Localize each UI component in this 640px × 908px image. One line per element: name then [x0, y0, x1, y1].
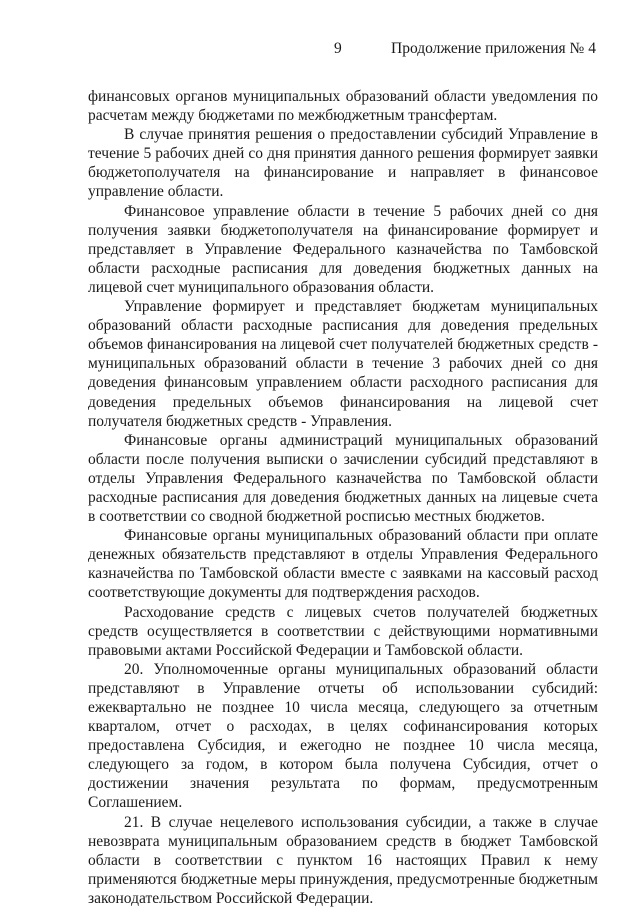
document-body — [88, 87, 598, 908]
paragraph: Финансовые органы администраций муниципальных образований области после получения выписки о зачислении субсидий представляют в отделы Управления Федерального казначейства по Тамбовской области расходные расписания для доведения бюджетных данных на лицевые счета в соответствии со сводной бюджетной росписью местных бюджетов. — [88, 431, 598, 526]
page-header — [0, 40, 640, 64]
paragraph-continuation: финансовых органов муниципальных образований области уведомления по расчетам между бюджетами по межбюджетным трансфертам. — [88, 88, 598, 125]
paragraph: Расходование средств с лицевых счетов получателей бюджетных средств осуществляется в соответствии с действующими нормативными правовыми актами Российской Федерации и Тамбовской области. — [88, 603, 598, 659]
page-number: 9 — [334, 40, 342, 57]
paragraph: Управление формирует и представляет бюджетам муниципальных образований области расходные расписания для доведения предельных объемов финансирования на лицевой счет получателей бюджетных средств - муниципальных образований области в течение 3 рабочих дней со дня доведения финансовым управлением области расходного расписания для доведения предельных объемов финансирования на лицевой счет получателя бюджетных средств - Управления. — [88, 298, 598, 430]
clause-20: 20. Уполномоченные органы муниципальных образований области представляют в Управление отчеты об использовании субсидий: ежеквартально не позднее 10 числа месяца, следующего за отчетным кварталом, отчет о расходах, в целях софинансирования которых предоставлена Субсидия, и ежегодно не позднее 10 числа месяца, следующего за годом, в котором была получена Субсидия, отчет о достижении значения результата по формам, предусмотренным Соглашением. — [88, 660, 598, 812]
clause-21: 21. В случае нецелевого использования субсидии, а также в случае невозврата муниципальным образованием средств в бюджет Тамбовской области в соответствии с пунктом 16 настоящих Правил к нему применяются бюджетные меры принуждения, предусмотренные бюджетным законодательством Российской Федерации. — [88, 813, 598, 907]
paragraph: Финансовые органы муниципальных образований области при оплате денежных обязательств представляют в отделы Управления Федерального казначейства по Тамбовской области вместе с заявками на кассовый расход соответствующие документы для подтверждения расходов. — [88, 527, 598, 602]
appendix-continuation-title: Продолжение приложения № 4 — [391, 40, 596, 57]
paragraph: В случае принятия решения о предоставлении субсидий Управление в течение 5 рабочих дней со дня принятия данного решения формирует заявки бюджетополучателя на финансирование и направляет в финансовое управление области. — [88, 126, 598, 201]
paragraph: Финансовое управление области в течение 5 рабочих дней со дня получения заявки бюджетополучателя на финансирование формирует и представляет в Управление Федерального казначейства по Тамбовской области расходные расписания для доведения бюджетных данных на лицевой счет муниципального образования области. — [88, 202, 598, 296]
